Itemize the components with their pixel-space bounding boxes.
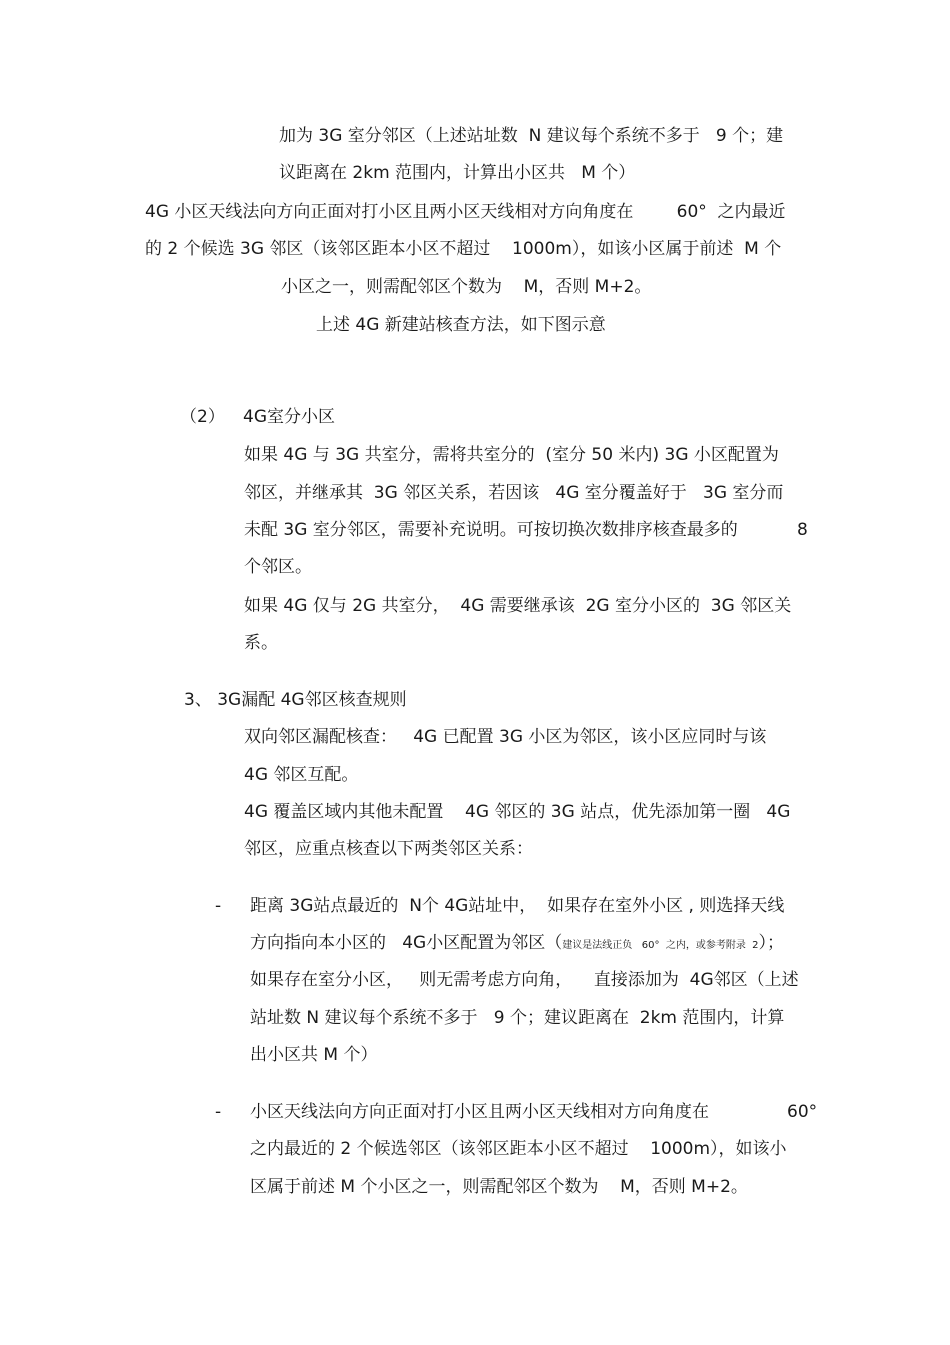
text-line: 邻区，应重点核查以下两类邻区关系： [244, 839, 533, 859]
text-span: ）； [758, 933, 785, 953]
text-line: 如果 4G 与 3G 共室分，需将共室分的 (室分 50 米内) 3G 小区配置为 [244, 445, 779, 465]
section-heading: 3、 3G漏配 4G邻区核查规则 [184, 690, 407, 710]
text-line: 小区之一，则需配邻区个数为 M，否则 M+2。 [281, 277, 652, 297]
text-line: 系。 [244, 633, 278, 653]
text-line: 小区天线法向方向正面对打小区且两小区天线相对方向角度在 [250, 1102, 709, 1122]
text-line: 4G 小区天线法向方向正面对打小区且两小区天线相对方向角度在 60° 之内最近 [145, 202, 786, 222]
footnote-text: 建议是法线正负 60° 之内，或参考附录 2 [562, 940, 759, 951]
text-line: 区属于前述 M 个小区之一，则需配邻区个数为 M，否则 M+2。 [250, 1177, 748, 1197]
text-line: 之内最近的 2 个候选邻区（该邻区距本小区不超过 1000m），如该小 [250, 1139, 787, 1159]
section-number: （2） [180, 407, 225, 427]
text-line: 加为 3G 室分邻区（上述站址数 N 建议每个系统不多于 9 个；建 [279, 126, 784, 146]
bullet-dash: - [215, 1102, 222, 1122]
text-line: 60° [787, 1102, 818, 1122]
text-line: 未配 3G 室分邻区，需要补充说明。可按切换次数排序核查最多的 [244, 520, 738, 540]
text-span: 方向指向本小区的 4G小区配置为邻区（ [250, 933, 563, 953]
section-heading: 4G室分小区 [243, 407, 335, 427]
text-line: 4G 覆盖区域内其他未配置 4G 邻区的 3G 站点，优先添加第一圈 4G [244, 802, 791, 822]
text-line: 如果 4G 仅与 2G 共室分， 4G 需要继承该 2G 室分小区的 3G 邻区关 [244, 596, 792, 616]
text-line: 议距离在 2km 范围内，计算出小区共 M 个） [279, 163, 636, 183]
text-line: 出小区共 M 个） [250, 1045, 378, 1065]
text-line: 上述 4G 新建站核查方法，如下图示意 [316, 315, 606, 335]
text-line: 8 [797, 520, 808, 540]
text-line: 4G 邻区互配。 [244, 765, 359, 785]
text-line: 如果存在室分小区， 则无需考虑方向角， 直接添加为 4G邻区（上述 [250, 970, 799, 990]
text-line: 站址数 N 建议每个系统不多于 9 个；建议距离在 2km 范围内，计算 [250, 1008, 785, 1028]
text-line: 的 2 个候选 3G 邻区（该邻区距本小区不超过 1000m），如该小区属于前述 M 个 [145, 239, 782, 259]
text-line: 距离 3G站点最近的 N个 4G站址中， 如果存在室外小区 , 则选择天线 [250, 896, 785, 916]
text-line: 邻区，并继承其 3G 邻区关系，若因该 4G 室分覆盖好于 3G 室分而 [244, 483, 784, 503]
text-line: 双向邻区漏配核查： 4G 已配置 3G 小区为邻区，该小区应同时与该 [244, 727, 767, 747]
bullet-dash: - [215, 896, 222, 916]
text-line [250, 932, 784, 957]
text-line: 个邻区。 [244, 557, 312, 577]
